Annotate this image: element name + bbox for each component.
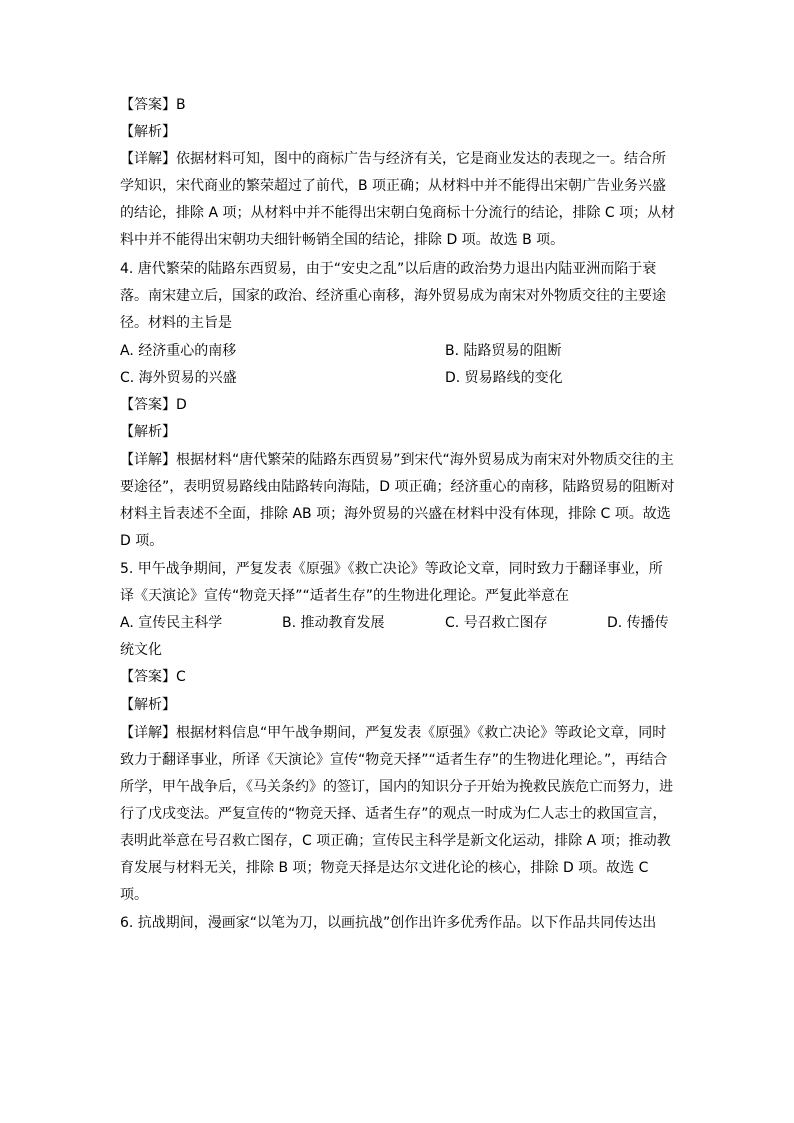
q4-option-a: A. 经济重心的南移 (120, 343, 237, 359)
q3-detail-line: 【详解】依据材料可知，图中的商标广告与经济有关，它是商业发达的表现之一。结合所 (120, 151, 666, 167)
q5-detail-line: 项。 (120, 887, 148, 903)
q3-detail-line: 料中并不能得出宋朝功夫细针畅销全国的结论，排除 D 项。故选 B 项。 (120, 232, 565, 248)
q5-detail-line: 【详解】根据材料信息“甲午战争期间，严复发表《原强》《救亡决论》等政论文章，同时 (120, 725, 667, 741)
q6-stem-line: 6. 抗战期间，漫画家“以笔为刀，以画抗战”创作出许多优秀作品。以下作品共同传达出 (120, 915, 657, 931)
q5-option-a: A. 宣传民主科学 (120, 615, 223, 631)
q5-detail-line: 所学，甲午战争后，《马关条约》的签订，国内的知识分子开始为挽救民族危亡而努力，进 (120, 779, 673, 795)
q3-analysis-label: 【解析】 (120, 124, 176, 140)
q5-detail-line: 致力于翻译事业，所译《天演论》宣传“物竞天择”“适者生存”的生物进化理论。”，再结合 (120, 752, 668, 768)
q4-option-c: C. 海外贸易的兴盛 (120, 370, 237, 386)
q4-detail-line: D 项。 (120, 533, 164, 549)
q4-analysis-label: 【解析】 (120, 424, 176, 440)
q5-option-d-wrap: 统文化 (120, 642, 162, 658)
q4-detail-line: 材料主旨表述不全面，排除 AB 项；海外贸易的兴盛在材料中没有体现，排除 C 项。故选 (120, 506, 671, 522)
q5-stem-line: 译《天演论》宣传“物竞天择”“适者生存”的生物进化理论。严复此举意在 (120, 588, 570, 604)
q5-answer: 【答案】C (120, 669, 186, 685)
q5-stem-line: 5. 甲午战争期间，严复发表《原强》《救亡决论》等政论文章，同时致力于翻译事业，所 (120, 561, 663, 577)
q4-stem-line: 落。南宋建立后，国家的政治、经济重心南移，海外贸易成为南宋对外物质交往的主要途 (120, 288, 666, 304)
q4-stem-line: 4. 唐代繁荣的陆路东西贸易，由于“安史之乱”以后唐的政治势力退出内陆亚洲而陷于衰 (120, 261, 657, 277)
q4-answer: 【答案】D (120, 397, 187, 413)
q4-option-d: D. 贸易路线的变化 (445, 370, 563, 386)
q5-option-b: B. 推动教育发展 (282, 615, 385, 631)
q5-option-c: C. 号召救亡图存 (445, 615, 548, 631)
q5-analysis-label: 【解析】 (120, 697, 176, 713)
q3-detail-line: 的结论，排除 A 项；从材料中并不能得出宋朝白兔商标十分流行的结论，排除 C 项；从材 (120, 205, 676, 221)
q4-detail-line: 【详解】根据材料“唐代繁荣的陆路东西贸易”到宋代“海外贸易成为南宋对外物质交往的主 (120, 452, 674, 468)
q5-detail-line: 行了戊戌变法。严复宣传的“物竞天择、适者生存”的观点一时成为仁人志士的救国宣言， (120, 806, 667, 822)
q3-detail-line: 学知识，宋代商业的繁荣超过了前代，B 项正确；从材料中并不能得出宋朝广告业务兴盛 (120, 178, 667, 194)
q4-option-b: B. 陆路贸易的阻断 (445, 343, 562, 359)
q5-option-d: D. 传播传 (607, 615, 669, 631)
q5-detail-line: 表明此举意在号召救亡图存，C 项正确；宣传民主科学是新文化运动，排除 A 项；推动教 (120, 833, 671, 849)
q4-detail-line: 要途径”，表明贸易路线由陆路转向海陆，D 项正确；经济重心的南移，陆路贸易的阻断对 (120, 479, 675, 495)
q3-answer: 【答案】B (120, 97, 186, 113)
q5-detail-line: 育发展与材料无关，排除 B 项；物竞天择是达尔文进化论的核心，排除 D 项。故选 C (120, 860, 649, 876)
q4-stem-line: 径。材料的主旨是 (120, 315, 232, 331)
